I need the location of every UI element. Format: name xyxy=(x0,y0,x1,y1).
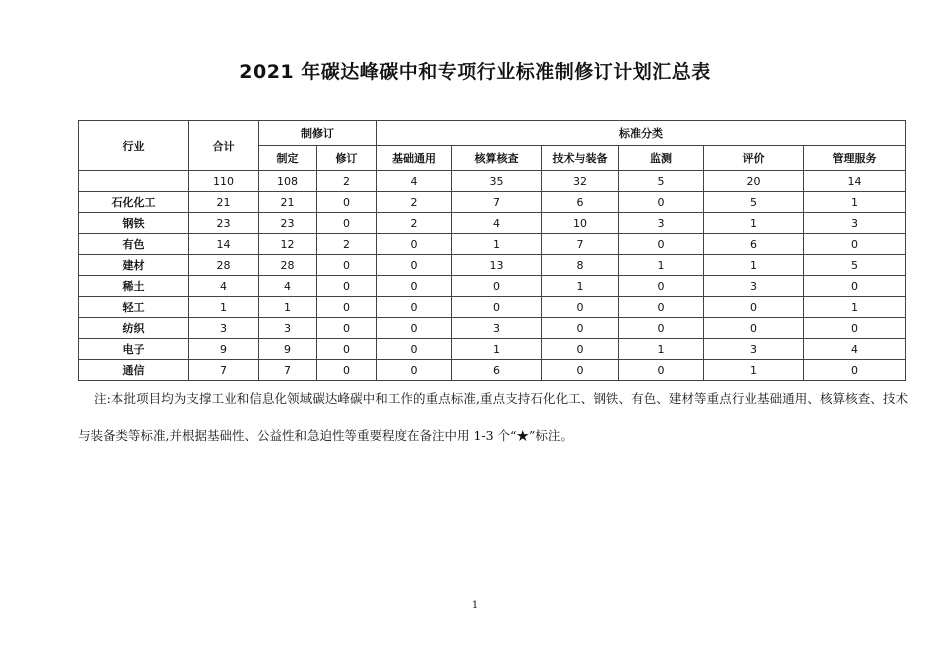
table-cell: 3 xyxy=(704,339,804,360)
totals-row xyxy=(79,171,906,192)
header-sub-accounting: 核算核查 xyxy=(452,146,542,171)
table-cell: 1 xyxy=(704,213,804,234)
table-cell: 6 xyxy=(452,360,542,381)
table-cell: 13 xyxy=(452,255,542,276)
header-sub-create: 制定 xyxy=(259,146,317,171)
table-cell: 28 xyxy=(259,255,317,276)
industry-name: 稀土 xyxy=(79,276,189,297)
industry-name: 石化化工 xyxy=(79,192,189,213)
table-cell: 1 xyxy=(704,255,804,276)
table-cell: 0 xyxy=(317,297,377,318)
table-cell: 9 xyxy=(189,339,259,360)
table-cell: 6 xyxy=(704,234,804,255)
table-cell: 0 xyxy=(317,360,377,381)
table-cell: 5 xyxy=(804,255,906,276)
header-sub-evaluation: 评价 xyxy=(704,146,804,171)
industry-name: 纺织 xyxy=(79,318,189,339)
table-cell: 9 xyxy=(259,339,317,360)
table-cell: 0 xyxy=(804,234,906,255)
totals-cell: 108 xyxy=(259,171,317,192)
table-cell: 0 xyxy=(317,255,377,276)
totals-cell: 2 xyxy=(317,171,377,192)
totals-cell: 4 xyxy=(377,171,452,192)
table-cell: 0 xyxy=(377,360,452,381)
table-cell: 0 xyxy=(619,318,704,339)
industry-name: 通信 xyxy=(79,360,189,381)
table-cell: 1 xyxy=(619,255,704,276)
table-row xyxy=(79,318,906,339)
table-cell: 0 xyxy=(804,318,906,339)
totals-cell: 35 xyxy=(452,171,542,192)
table-cell: 0 xyxy=(377,318,452,339)
table-cell: 0 xyxy=(542,297,619,318)
table-cell: 7 xyxy=(452,192,542,213)
table-cell: 21 xyxy=(259,192,317,213)
header-sub-management: 管理服务 xyxy=(804,146,906,171)
table-cell: 8 xyxy=(542,255,619,276)
table-cell: 0 xyxy=(619,234,704,255)
totals-cell: 14 xyxy=(804,171,906,192)
table-cell: 14 xyxy=(189,234,259,255)
table-cell: 1 xyxy=(452,234,542,255)
table-cell: 1 xyxy=(704,360,804,381)
table-cell: 0 xyxy=(377,276,452,297)
table-cell: 0 xyxy=(804,360,906,381)
table-cell: 0 xyxy=(317,318,377,339)
table-row xyxy=(79,339,906,360)
totals-cell: 5 xyxy=(619,171,704,192)
table-cell: 0 xyxy=(377,297,452,318)
header-sub-revise: 修订 xyxy=(317,146,377,171)
table-cell: 3 xyxy=(704,276,804,297)
table-cell: 3 xyxy=(189,318,259,339)
industry-name: 钢铁 xyxy=(79,213,189,234)
table-cell: 3 xyxy=(259,318,317,339)
totals-cell: 32 xyxy=(542,171,619,192)
header-sub-monitor: 监测 xyxy=(619,146,704,171)
table-cell: 7 xyxy=(259,360,317,381)
header-category-group: 标准分类 xyxy=(377,121,906,146)
table-cell: 0 xyxy=(377,339,452,360)
table-cell: 0 xyxy=(452,276,542,297)
header-industry: 行业 xyxy=(79,121,189,171)
industry-name: 轻工 xyxy=(79,297,189,318)
header-total: 合计 xyxy=(189,121,259,171)
summary-table xyxy=(78,120,906,381)
table-cell: 0 xyxy=(317,276,377,297)
table-row xyxy=(79,360,906,381)
table-cell: 5 xyxy=(704,192,804,213)
table-cell: 23 xyxy=(189,213,259,234)
table-cell: 28 xyxy=(189,255,259,276)
table-cell: 1 xyxy=(804,192,906,213)
table-cell: 0 xyxy=(619,360,704,381)
totals-cell: 110 xyxy=(189,171,259,192)
table-cell: 3 xyxy=(804,213,906,234)
table-cell: 0 xyxy=(619,192,704,213)
table-cell: 1 xyxy=(189,297,259,318)
header-sub-basic: 基础通用 xyxy=(377,146,452,171)
footnote: 注:本批项目均为支撑工业和信息化领域碳达峰碳中和工作的重点标准,重点支持石化化工、钢铁、有色、建材等重点行业基础通用、核算核查、技术与装备类等标准,并根据基础性、公益性和急迫性等重要程度在备注中用 1-3 个“★”标注。 xyxy=(78,391,908,443)
table-cell: 0 xyxy=(452,297,542,318)
table-row xyxy=(79,192,906,213)
totals-blank xyxy=(79,171,189,192)
table-cell: 0 xyxy=(377,255,452,276)
industry-name: 建材 xyxy=(79,255,189,276)
table-row xyxy=(79,213,906,234)
table-cell: 1 xyxy=(259,297,317,318)
totals-cell: 20 xyxy=(704,171,804,192)
table-cell: 0 xyxy=(704,297,804,318)
industry-name: 有色 xyxy=(79,234,189,255)
table-cell: 7 xyxy=(542,234,619,255)
table-cell: 1 xyxy=(542,276,619,297)
table-cell: 0 xyxy=(542,318,619,339)
table-cell: 6 xyxy=(542,192,619,213)
table-cell: 0 xyxy=(704,318,804,339)
table-cell: 1 xyxy=(619,339,704,360)
table-cell: 3 xyxy=(619,213,704,234)
table-cell: 0 xyxy=(317,213,377,234)
table-cell: 2 xyxy=(317,234,377,255)
table-cell: 0 xyxy=(542,339,619,360)
table-cell: 4 xyxy=(804,339,906,360)
table-cell: 0 xyxy=(619,276,704,297)
table-cell: 1 xyxy=(804,297,906,318)
table-cell: 1 xyxy=(452,339,542,360)
table-cell: 21 xyxy=(189,192,259,213)
page-title: 2021 年碳达峰碳中和专项行业标准制修订计划汇总表 xyxy=(239,61,711,83)
table-row xyxy=(79,297,906,318)
table-row xyxy=(79,255,906,276)
table-cell: 7 xyxy=(189,360,259,381)
table-cell: 0 xyxy=(317,339,377,360)
table-cell: 4 xyxy=(189,276,259,297)
table-cell: 0 xyxy=(804,276,906,297)
table-cell: 0 xyxy=(542,360,619,381)
table-cell: 2 xyxy=(377,192,452,213)
industry-name: 电子 xyxy=(79,339,189,360)
header-sub-tech: 技术与装备 xyxy=(542,146,619,171)
table-cell: 0 xyxy=(619,297,704,318)
table-cell: 0 xyxy=(377,234,452,255)
table-cell: 23 xyxy=(259,213,317,234)
table-row xyxy=(79,276,906,297)
table-cell: 3 xyxy=(452,318,542,339)
header-revise-group: 制修订 xyxy=(259,121,377,146)
table-cell: 0 xyxy=(317,192,377,213)
table-cell: 10 xyxy=(542,213,619,234)
page-number: 1 xyxy=(471,600,479,611)
table-cell: 12 xyxy=(259,234,317,255)
table-cell: 4 xyxy=(259,276,317,297)
table-cell: 2 xyxy=(377,213,452,234)
table-row xyxy=(79,234,906,255)
table-cell: 4 xyxy=(452,213,542,234)
